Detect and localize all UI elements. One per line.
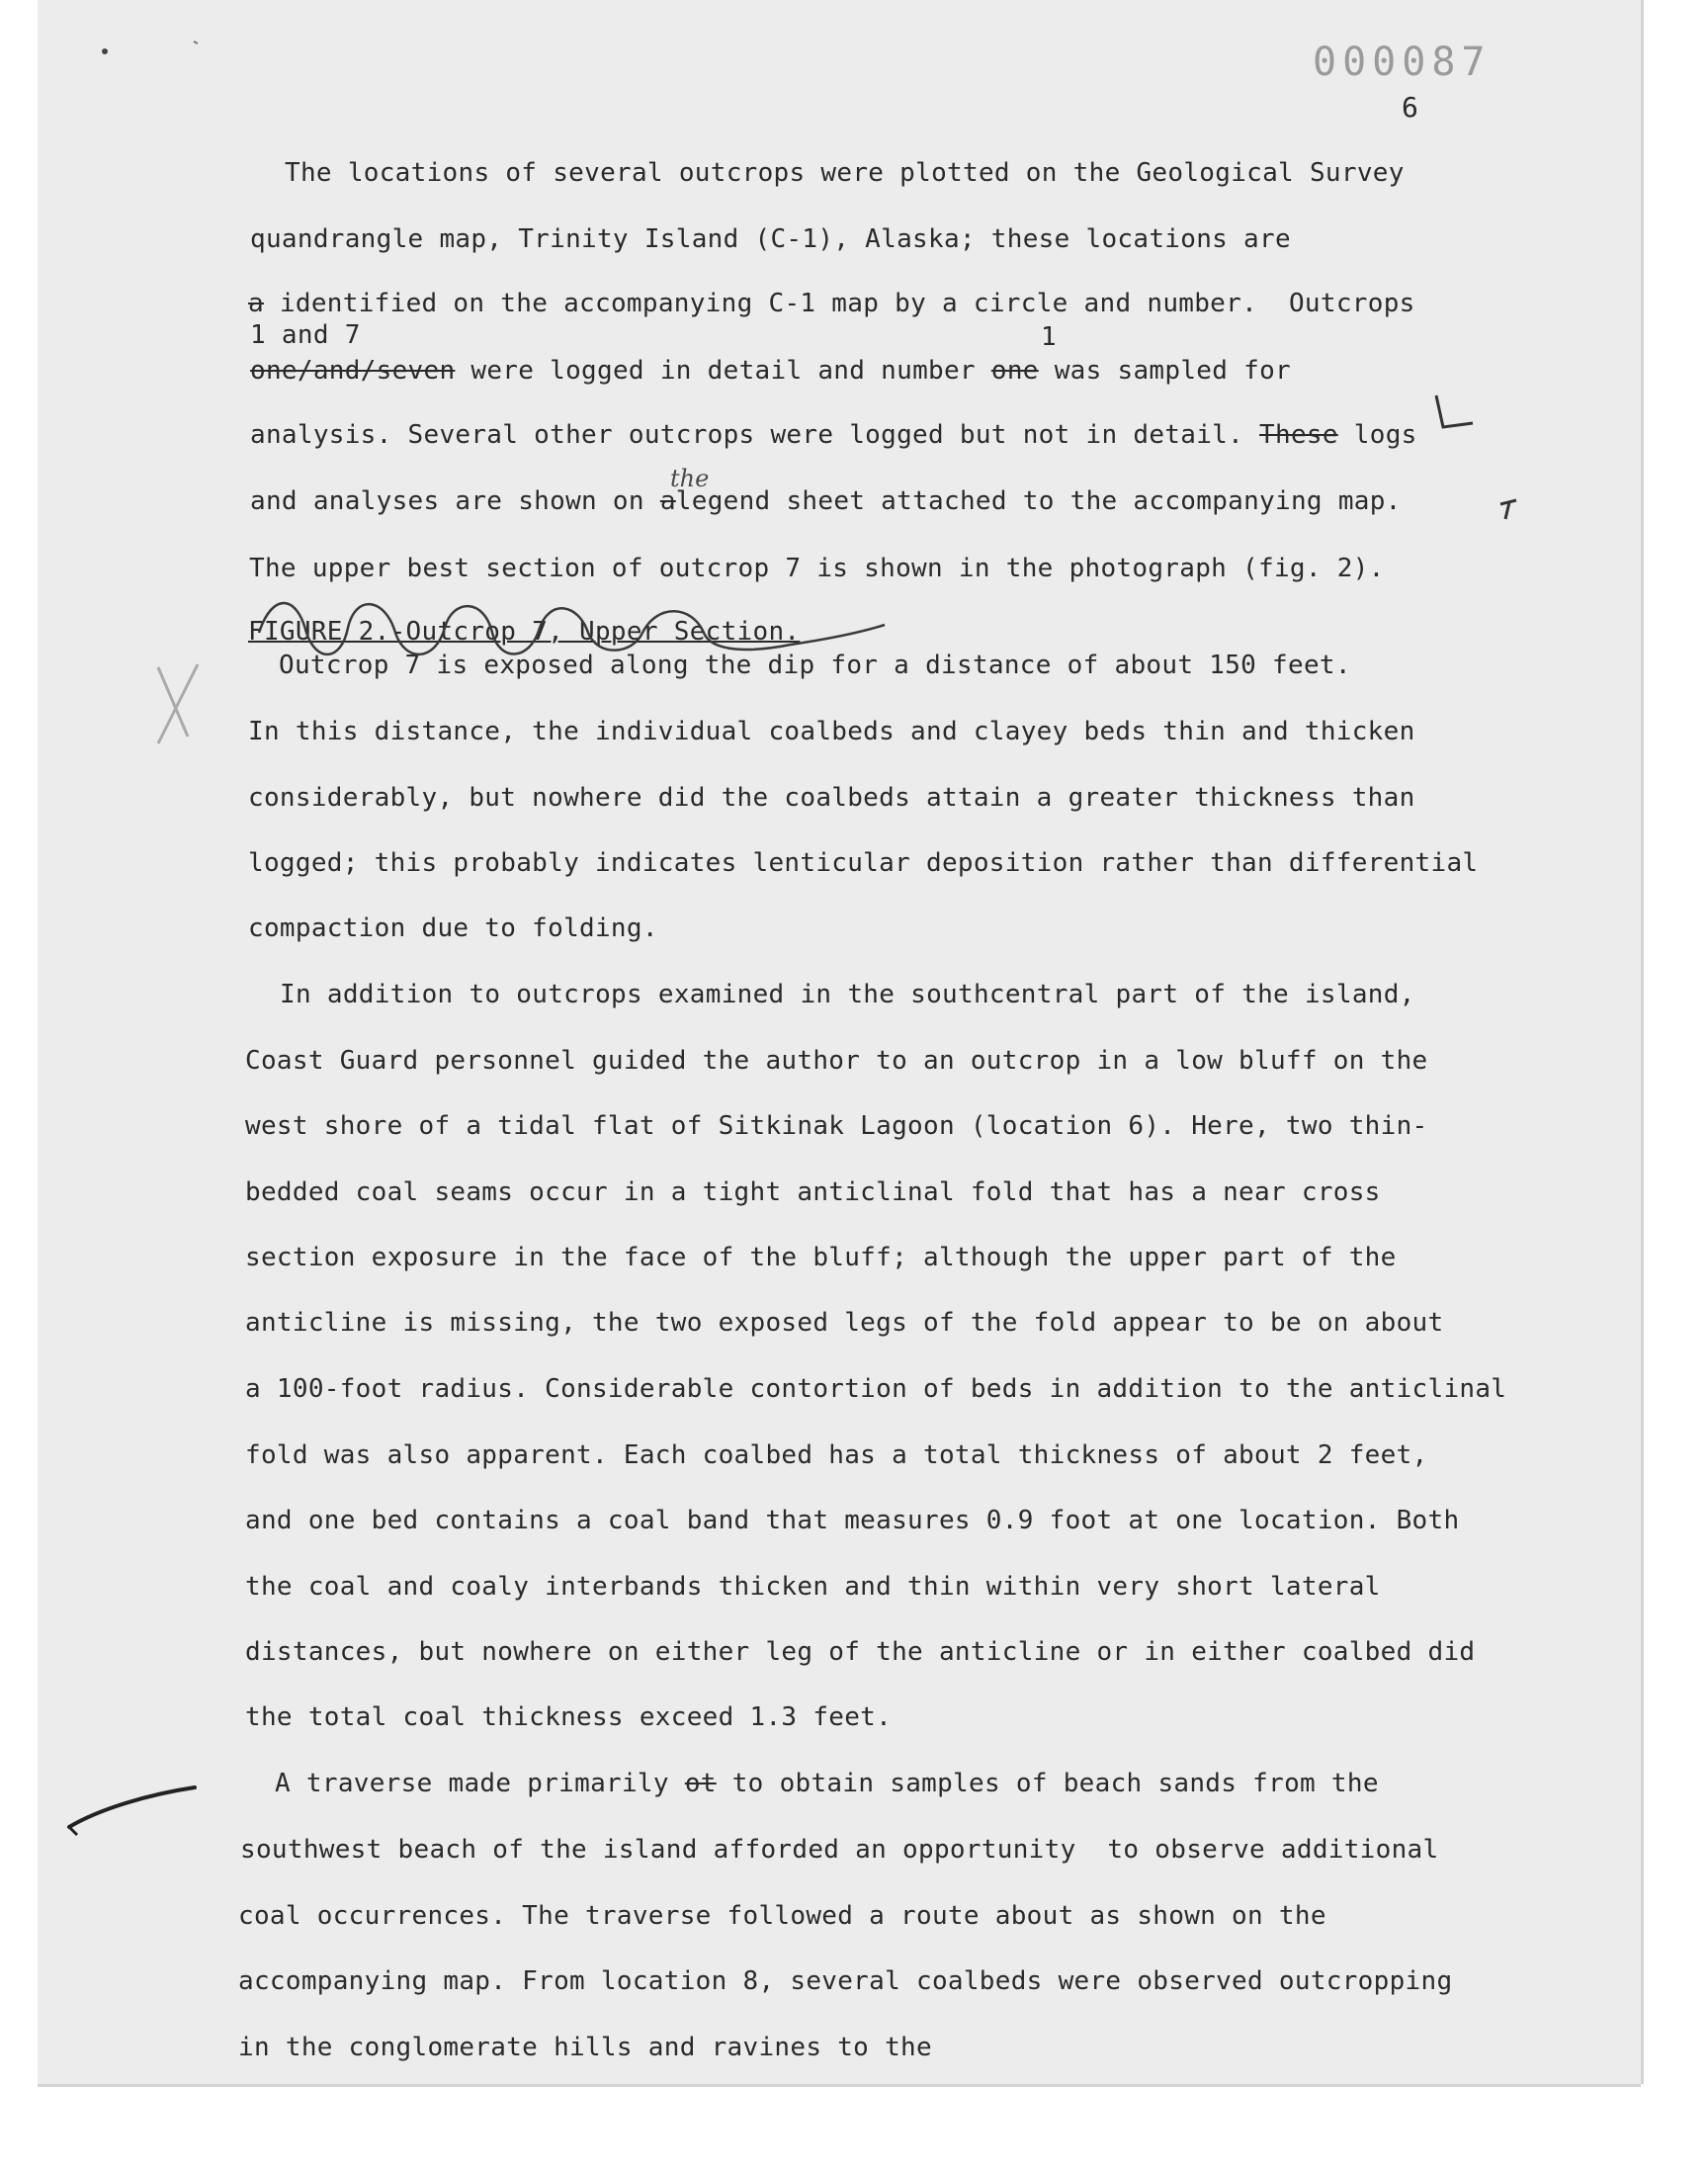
- archive-stamp-number: 000087: [1313, 40, 1492, 85]
- paragraph-1-line-4-end: was sampled for: [1054, 356, 1292, 386]
- paragraph-4-line-2: southwest beach of the island afforded an opportunity to observe additional: [240, 1835, 1439, 1865]
- page-number: 6: [1402, 91, 1418, 124]
- paragraph-2-line-2: In this distance, the individual coalbeds and clayey beds thin and thicken: [248, 717, 1415, 746]
- paragraph-1-line-5-text: analysis. Several other outcrops were logged but not in detail.: [250, 420, 1244, 450]
- paragraph-2-line-4: logged; this probably indicates lenticular deposition rather than differential: [248, 848, 1479, 878]
- paragraph-4-line-1-text: A traverse made primarily: [275, 1769, 669, 1798]
- paragraph-1-line-4-text: were logged in detail and number: [470, 356, 976, 386]
- paragraph-4-line-3: coal occurrences. The traverse followed a route about as shown on the: [238, 1901, 1326, 1931]
- paragraph-3-line-9: and one bed contains a coal band that measures 0.9 foot at one location. Both: [245, 1506, 1460, 1535]
- paragraph-1-line-2: quandrangle map, Trinity Island (C-1), Alaska; these locations are: [250, 224, 1291, 254]
- paragraph-1-line-4: [250, 356, 1291, 386]
- paragraph-3-line-7: a 100-foot radius. Considerable contortion of beds in addition to the anticlinal: [245, 1374, 1507, 1404]
- paragraph-1-line-6-end: legend sheet attached to the accompanying map.: [675, 486, 1402, 516]
- paragraph-1-line-7: The upper best section of outcrop 7 is shown in the photograph (fig. 2).: [249, 554, 1385, 583]
- insert-1: 1: [1041, 322, 1057, 352]
- paragraph-3-line-5: section exposure in the face of the bluff; although the upper part of the: [245, 1243, 1397, 1272]
- paragraph-4-line-5: in the conglomerate hills and ravines to the: [238, 2033, 932, 2062]
- struck-one: one: [990, 356, 1039, 386]
- paragraph-1-line-3: [248, 289, 1415, 318]
- outcrops-word: Outcrops: [1288, 289, 1415, 318]
- figure-caption: FIGURE 2.-Outcrop 7, Upper Section.: [248, 617, 801, 647]
- paragraph-2-line-3: considerably, but nowhere did the coalbeds attain a greater thickness than: [248, 783, 1415, 813]
- paragraph-4-line-1-end: to obtain samples of beach sands from the: [731, 1769, 1379, 1798]
- paragraph-1-line-6-text: and analyses are shown on: [250, 486, 644, 516]
- paragraph-1-line-3-text: identified on the accompanying C-1 map by a circle and number.: [279, 289, 1258, 318]
- paragraph-1-line-6: [250, 486, 1402, 516]
- struck-one-and-seven: one/and/seven: [250, 356, 456, 386]
- paragraph-2-line-5: compaction due to folding.: [248, 914, 658, 943]
- paragraph-4-line-4: accompanying map. From location 8, several coalbeds were observed outcropping: [238, 1966, 1453, 1996]
- paragraph-3-line-8: fold was also apparent. Each coalbed has a total thickness of about 2 feet,: [245, 1440, 1428, 1470]
- paragraph-3-line-12: the total coal thickness exceed 1.3 feet.: [245, 1702, 893, 1732]
- paragraph-3-line-4: bedded coal seams occur in a tight anticlinal fold that has a near cross: [245, 1177, 1381, 1207]
- struck-letter-a: a: [248, 289, 264, 318]
- paragraph-2-line-1: Outcrop 7 is exposed along the dip for a distance of about 150 feet.: [279, 651, 1351, 680]
- struck-article-a: a: [659, 486, 676, 516]
- paragraph-1-line-1: The locations of several outcrops were plotted on the Geological Survey: [285, 158, 1405, 188]
- handwritten-the: the: [670, 465, 710, 492]
- insert-1-and-7: 1 and 7: [250, 320, 361, 350]
- paragraph-3-line-3: west shore of a tidal flat of Sitkinak Lagoon (location 6). Here, two thin-: [245, 1111, 1428, 1141]
- paragraph-1-line-5-end: logs: [1353, 420, 1417, 450]
- paragraph-3-line-11: distances, but nowhere on either leg of the anticline or in either coalbed did: [245, 1637, 1476, 1667]
- struck-these: These: [1259, 420, 1338, 450]
- paragraph-1-line-5: [250, 420, 1417, 450]
- paragraph-3-line-10: the coal and coaly interbands thicken and thin within very short lateral: [245, 1572, 1381, 1602]
- struck-ot: ot: [684, 1769, 717, 1798]
- paragraph-3-line-6: anticline is missing, the two exposed legs of the fold appear to be on about: [245, 1308, 1444, 1338]
- paragraph-3-line-1: In addition to outcrops examined in the southcentral part of the island,: [280, 980, 1415, 1009]
- paragraph-4-line-1: [275, 1769, 1379, 1798]
- paragraph-3-line-2: Coast Guard personnel guided the author to an outcrop in a low bluff on the: [245, 1046, 1428, 1076]
